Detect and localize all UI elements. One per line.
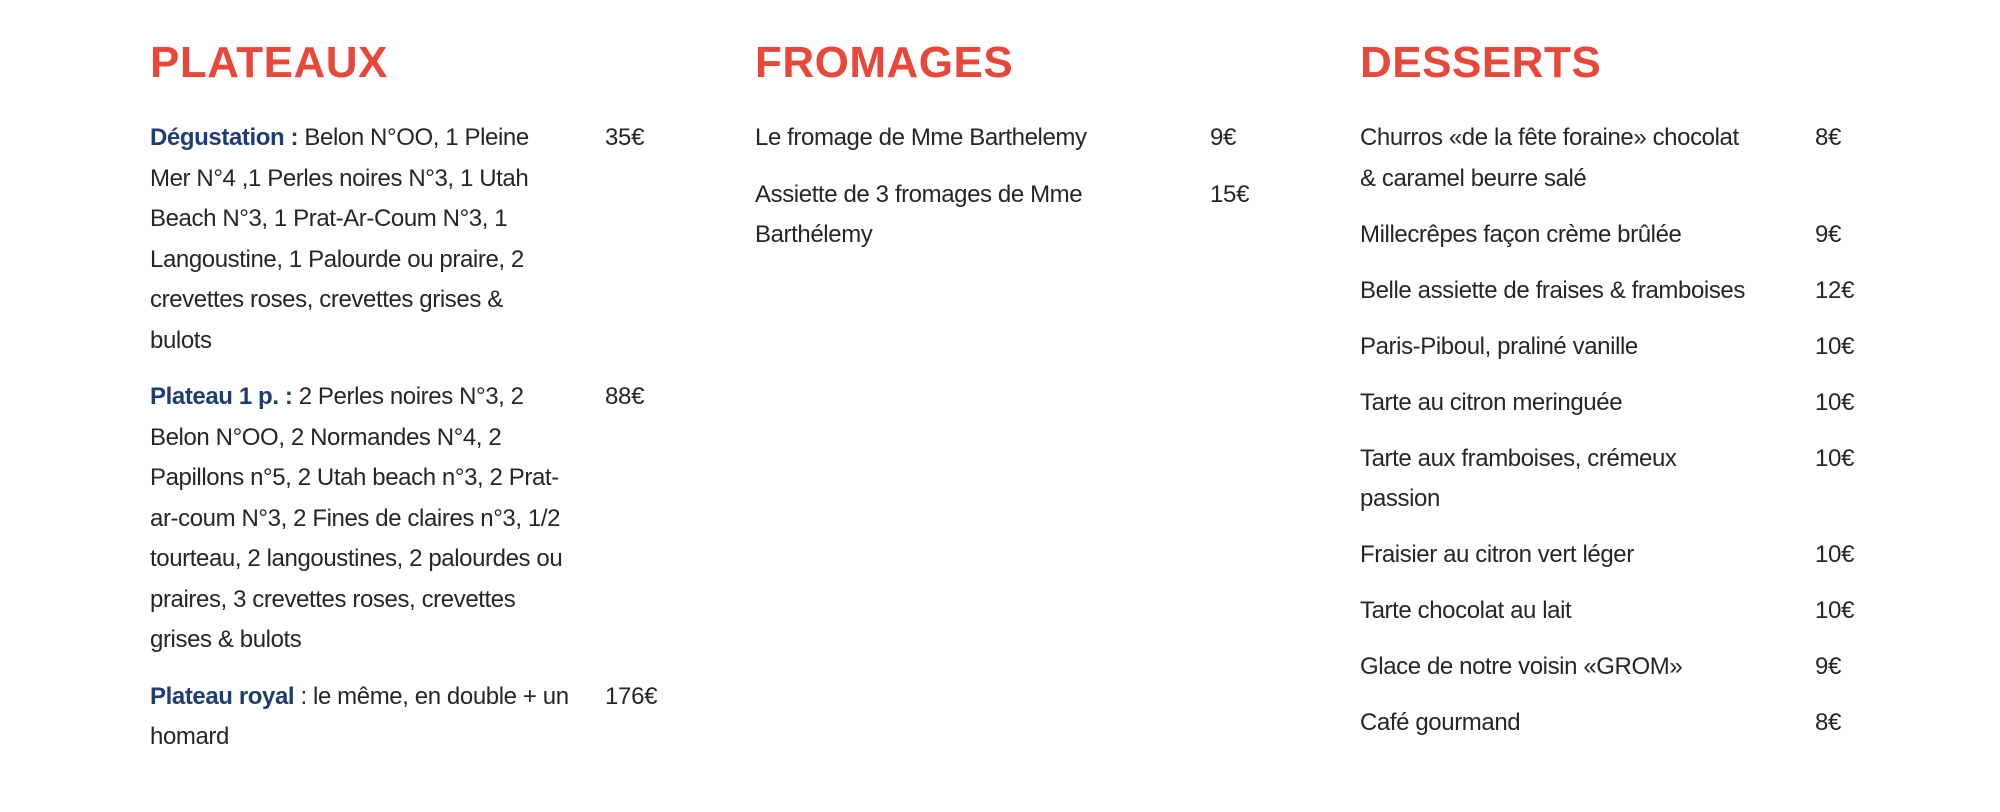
menu-item (1360, 439, 1855, 520)
menu-item (1360, 383, 1855, 424)
item-name: Plateau 1 p. : (150, 383, 293, 410)
item-price: 176€ (605, 682, 658, 710)
menu-item (1360, 271, 1855, 312)
item-price: 35€ (605, 124, 645, 151)
item-price: 10€ (1815, 332, 1855, 360)
item-description: Tarte au citron meringuée (1360, 388, 1623, 416)
menu-item (1360, 215, 1842, 256)
fromages-list (755, 118, 1250, 272)
menu-item (1360, 118, 1842, 199)
item-price: 10€ (1815, 541, 1855, 568)
item-price: 9€ (1815, 220, 1842, 248)
item-details: : le même, en double + un homard (150, 682, 569, 750)
item-name: Dégustation : (150, 124, 299, 151)
item-price: 8€ (1815, 709, 1842, 736)
menu-item (755, 175, 1250, 256)
item-price: 10€ (1815, 444, 1855, 472)
menu-item (1360, 591, 1855, 632)
item-description: Paris-Piboul, praliné vanille (1360, 332, 1638, 360)
menu-item (150, 118, 645, 361)
desserts-list (1360, 118, 1855, 759)
menu-item (1360, 647, 1842, 688)
menu-item (1360, 703, 1842, 744)
plateaux-list (150, 118, 658, 774)
item-description: Café gourmand (1360, 709, 1521, 736)
item-price: 9€ (1815, 653, 1842, 680)
menu-item (755, 118, 1237, 159)
item-description (150, 677, 570, 758)
item-price: 12€ (1815, 276, 1855, 304)
menu-item (150, 677, 658, 758)
desserts-heading: DESSERTS (1360, 38, 1602, 87)
item-price: 10€ (1815, 597, 1855, 624)
item-description: Glace de notre voisin «GROM» (1360, 653, 1683, 680)
item-price: 10€ (1815, 388, 1855, 416)
item-description: Millecrêpes façon crème brûlée (1360, 220, 1682, 248)
item-description: Tarte chocolat au lait (1360, 597, 1572, 624)
fromages-heading: FROMAGES (755, 38, 1014, 87)
item-details: Belon N°OO, 1 Pleine Mer N°4 ,1 Perles noires N°3, 1 Utah Beach N°3, 1 Prat-Ar-Coum N°3, 1 Langoustine, 1 Palourde ou praire, 2 crevettes roses, crevettes grises & bulots (150, 124, 529, 354)
item-description (150, 377, 570, 661)
item-description: Fraisier au citron vert léger (1360, 541, 1634, 568)
menu-item (1360, 535, 1855, 576)
item-description: Churros «de la fête foraine» chocolat & caramel beurre salé (1360, 124, 1739, 192)
item-price: 88€ (605, 383, 645, 410)
item-description: Le fromage de Mme Barthelemy (755, 124, 1087, 151)
item-description (150, 118, 570, 361)
item-price: 8€ (1815, 124, 1842, 151)
item-description: Belle assiette de fraises & framboises (1360, 276, 1745, 304)
menu-item (150, 377, 645, 661)
item-details: 2 Perles noires N°3, 2 Belon N°OO, 2 Normandes N°4, 2 Papillons n°5, 2 Utah beach n°3, 2 Prat-ar-coum N°3, 2 Fines de claires n°3, 1/2 tourteau, 2 langoustines, 2 palourdes ou praires, 3 crevettes roses, crevettes grises & bulots (150, 383, 563, 653)
item-price: 15€ (1210, 180, 1250, 208)
item-price: 9€ (1210, 124, 1237, 151)
item-description: Tarte aux framboises, crémeux passion (1360, 444, 1677, 512)
menu-item (1360, 327, 1855, 368)
item-description: Assiette de 3 fromages de Mme Barthélemy (755, 180, 1083, 248)
item-name: Plateau royal (150, 682, 295, 710)
plateaux-heading: PLATEAUX (150, 38, 388, 87)
